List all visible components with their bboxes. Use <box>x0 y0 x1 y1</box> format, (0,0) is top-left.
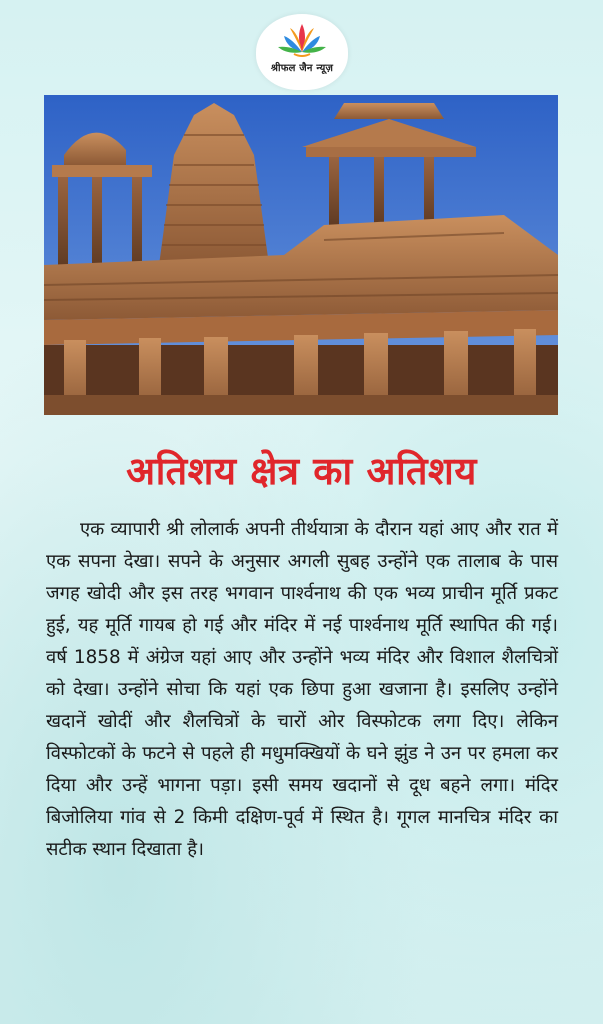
brand-name: श्रीफल जैन न्यूज़ <box>270 63 334 74</box>
article-body: एक व्यापारी श्री लोलार्क अपनी तीर्थयात्रा के दौरान यहां आए और रात में एक सपना देखा। सपने के अनुसार अगली सुबह उन्होंने एक तालाब के पास जगह खोदी और इस तरह भगवान पार्श्वनाथ की एक भव्य प्राचीन मूर्ति प्रकट हुई, यह मूर्ति गायब हो गई और मंदिर में नई पार्श्वनाथ मूर्ति स्थापित की गई। वर्ष 1858 में अंग्रेज यहां आए और उन्होंने भव्य मंदिर और विशाल शैलचित्रों को देखा। उन्होंने सोचा कि यहां एक छिपा हुआ खजाना है। इसलिए उन्होंने खदानें खोदीं और शैलचित्रों के चारों ओर विस्फोटक लगा दिए। लेकिन विस्फोटकों के फटने से पहले ही मधुमक्खियों के घने झुंड ने उन पर हमला कर दिया और उन्हें भागना पड़ा। इसी समय खदानों से दूध बहने लगा। मंदिर बिजोलिया गांव से 2 किमी दक्षिण-पूर्व में स्थित है। गूगल मानचित्र मंदिर का सटीक स्थान दिखाता है। <box>46 519 558 860</box>
temple-illustration <box>44 95 558 415</box>
article-title: अतिशय क्षेत्र का अतिशय <box>126 449 477 493</box>
lotus-logo-icon <box>276 22 328 58</box>
temple-photo <box>44 95 558 415</box>
